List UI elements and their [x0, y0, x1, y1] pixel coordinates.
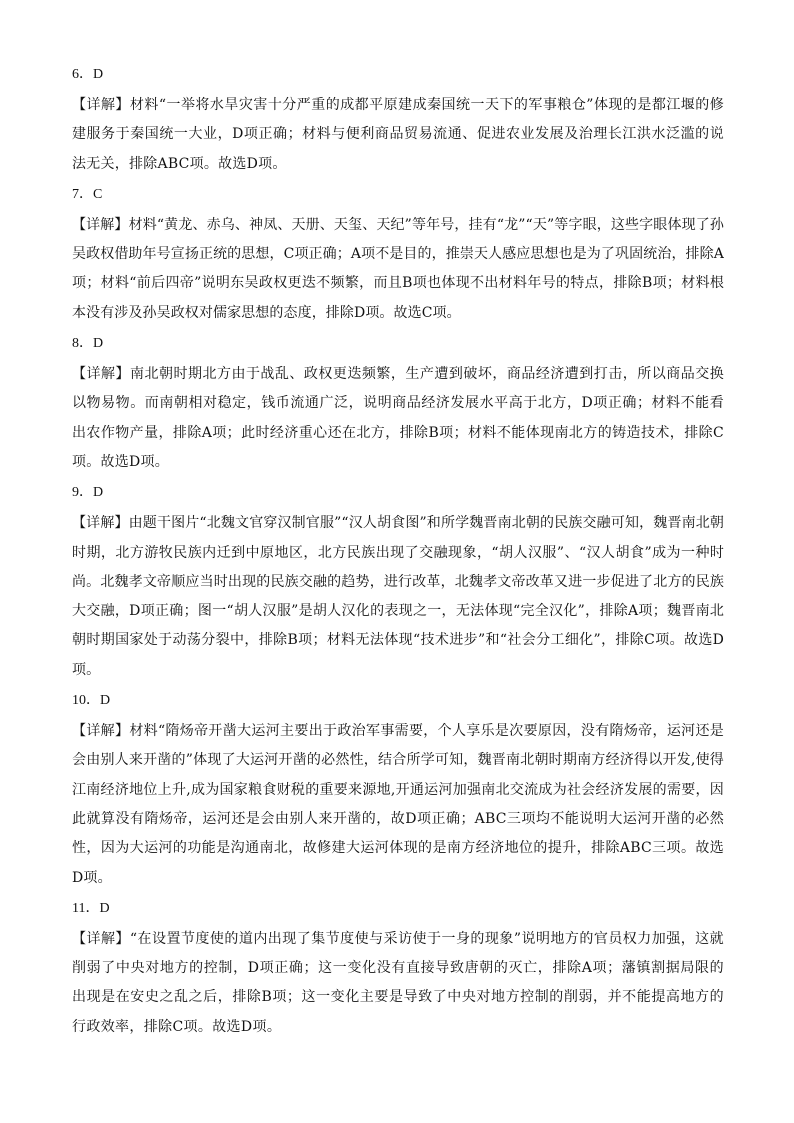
detail-label: 【详解】	[72, 97, 130, 113]
question-item-6	[72, 63, 724, 179]
question-item-8	[72, 332, 724, 477]
answer-line: 6．D	[72, 67, 104, 82]
question-item-7	[72, 183, 724, 328]
detail-text: 材料“黄龙、赤乌、神凤、天册、天玺、天纪”等年号，挂有“龙”“天”等字眼，这些字眼体现了孙吴政权借助年号宣扬正统的思想，C项正确；A项不是目的，推崇天人感应思想也是为了巩固统治，排除A项；材料“前后四帝”说明东吴政权更迭不频繁，而且B项也体现不出材料年号的特点，排除B项；材料根本没有涉及孙吴政权对儒家思想的态度，排除D项。故选C项。	[72, 216, 724, 321]
detail-label: 【详解】	[72, 216, 129, 233]
detail-label: 【详解】	[72, 366, 130, 383]
answer-line: 10．D	[72, 693, 111, 709]
detail-text: 南北朝时期北方由于战乱、政权更迭频繁，生产遭到破坏，商品经济遭到打击，所以商品交换以物易物。而南朝相对稳定，钱币流通广泛，说明商品经济发展水平高于北方，D项正确；材料不能看出农作物产量，排除A项；此时经济重心还在北方，排除B项；材料不能体现南北方的铸造技术，排除C项。故选D项。	[72, 366, 725, 470]
answer-line: 9．D	[72, 485, 104, 501]
detail-paragraph	[72, 91, 724, 179]
answer-line: 8．D	[72, 336, 104, 352]
detail-text: “在设置节度使的道内出现了集节度使与采访使于一身的现象”说明地方的官员权力加强，这就削弱了中央对地方的控制，D项正确；这一变化没有直接导致唐朝的灭亡，排除A项；藩镇割据局限的出现是在安史之乱之后，排除B项；这一变化主要是导致了中央对地方控制的削弱，并不能提高地方的行政效率，排除C项。故选D项。	[72, 930, 725, 1035]
detail-text: 材料“隋炀帝开凿大运河主要出于政治军事需要，个人享乐是次要原因，没有隋炀帝，运河还是会由别人来开凿的”体现了大运河开凿的必然性，结合所学可知，魏晋南北朝时期南方经济得以开发,使得江南经济地位上升,成为国家粮食财税的重要来源地,开通运河加强南北交流成为社会经济发展的需要，因此就算没有隋炀帝，运河还是会由别人来开凿的，故D项正确；ABC三项均不能说明大运河开凿的必然性，因为大运河的功能是沟通南北，故修建大运河体现的是南方经济地位的提升，排除ABC三项。故选D项。	[72, 723, 724, 886]
detail-paragraph	[72, 925, 724, 1042]
question-item-9	[72, 481, 724, 685]
detail-text: 由题干图片“北魏文官穿汉制官服”“汉人胡食图”和所学魏晋南北朝的民族交融可知，魏晋南北朝时期，北方游牧民族内迁到中原地区，北方民族出现了交融现象，“胡人汉服”、“汉人胡食”成为一种时尚。北魏孝文帝顺应当时出现的民族交融的趋势，进行改革，北魏孝文帝改革又进一步促进了北方的民族大交融，D项正确；图一“胡人汉服”是胡人汉化的表现之一，无法体现“完全汉化”，排除A项；魏晋南北朝时期国家处于动荡分裂中，排除B项；材料无法体现“技术进步”和“社会分工细化”，排除C项。故选D项。	[72, 515, 724, 678]
detail-paragraph	[72, 360, 724, 477]
detail-label: 【详解】	[72, 515, 129, 532]
answer-explanations-page	[72, 63, 724, 1046]
answer-line: 11．D	[72, 900, 110, 916]
question-item-10	[72, 689, 724, 893]
detail-label: 【详解】	[72, 723, 130, 740]
detail-paragraph	[72, 509, 724, 685]
detail-paragraph	[72, 717, 724, 893]
question-item-11	[72, 897, 724, 1042]
detail-paragraph	[72, 211, 724, 328]
detail-text: 材料“一举将水旱灾害十分严重的成都平原建成秦国统一天下的军事粮仓”体现的是都江堰的修建服务于秦国统一大业，D项正确；材料与便利商品贸易流通、促进农业发展及治理长江洪水泛滥的说法无关，排除ABC项。故选D项。	[72, 97, 725, 172]
detail-label: 【详解】	[72, 930, 130, 947]
answer-line: 7．C	[72, 186, 103, 202]
